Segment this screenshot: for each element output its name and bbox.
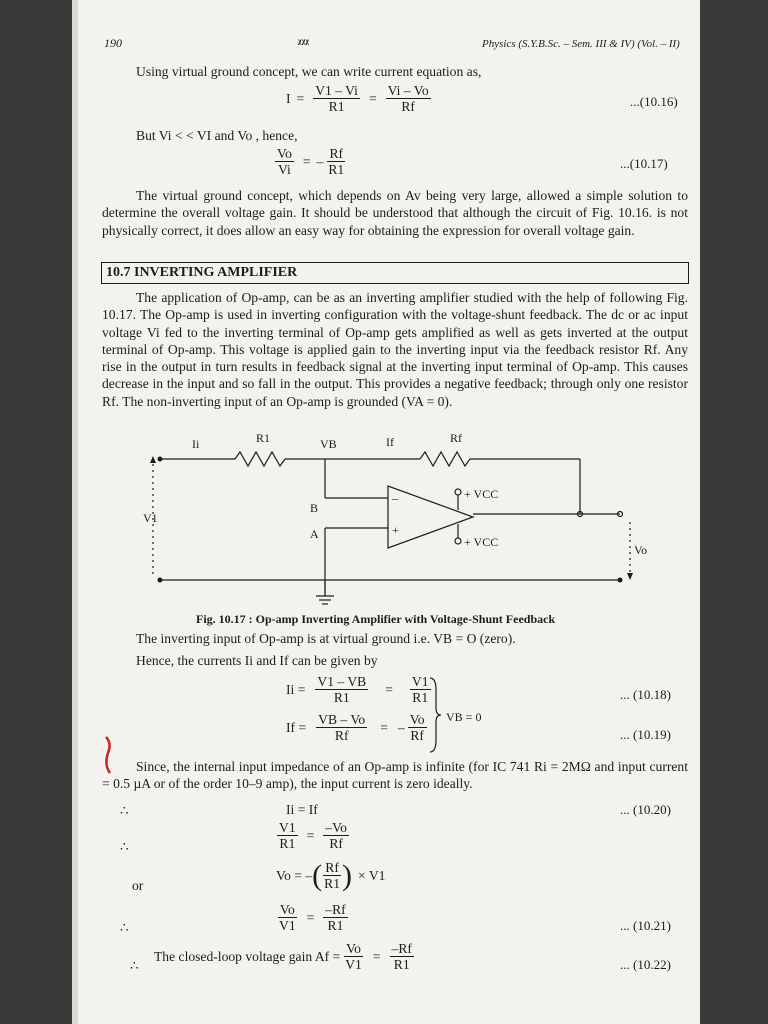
equation-10-20: Ii = If [286,802,318,817]
hence-line: Hence, the currents Ii and If can be given by [136,653,378,668]
label-r1: R1 [256,431,271,445]
therefore-symbol: ∴ [130,958,139,973]
label-vcc-bottom: + VCC [464,535,499,549]
paragraph-impedance: Since, the internal input impedance of an Op-amp is infinite (for IC 741 Ri = 2MΩ and input current = 0.5 µA or of the order 10–9 amp), the input current is zero ideally. [102,759,688,792]
brace [428,676,442,754]
label-if: If [386,435,394,449]
page-number: 190 [104,36,122,50]
fraction: $\frac{V1 - Vi}{R1}$ [315,83,358,114]
section-title: 10.7 INVERTING AMPLIFIER [106,265,298,280]
equation-number: ... (10.22) [620,957,671,972]
label-rf: Rf [450,431,462,445]
equation-10-16: I = $\frac{V1 - Vi}{R1}$ = $\frac{Vi - Vo}{Rf}$ [286,83,429,114]
equation-current-ratio: $\frac{V1}{R1}$ = $\frac{-Vo}{Rf}$ [279,820,347,851]
resistor-rf [420,452,470,466]
equation-10-22: The closed-loop voltage gain Af = $\frac{Vo}{V1}$ = $\frac{-Rf}{R1}$ [154,941,412,972]
label-vo: Vo [634,543,648,557]
running-title: Physics (S.Y.B.Sc. – Sem. III & IV) (Vol. – II) [482,38,680,50]
label-vcc-top: + VCC [464,487,499,501]
eq-lhs: I [286,90,291,106]
equation-10-19: If = $\frac{VB - Vo}{Rf}$ = – $\frac{Vo}{Rf}$ [286,712,425,743]
equation-10-17: $\frac{Vo}{Vi}$ = – $\frac{Rf}{R1}$ [277,146,345,177]
equation-number: ... (10.21) [620,918,671,933]
but-line: But Vi < < VI and Vo , hence, [136,128,298,143]
equation-number: ... (10.19) [620,727,671,742]
label-a: A [310,527,319,541]
circuit-diagram [140,428,648,613]
therefore-symbol: ∴ [120,839,129,854]
equation-vo: Vo = – ( $\frac{Rf}{R1}$ ) × V1 [276,858,386,892]
resistor-r1 [235,452,285,466]
paragraph-inverting-amplifier: The application of Op-amp, can be as an inverting amplifier studied with the help of following Fig. 10.17. The Op-amp is used in inverting configuration with the voltage-shunt feedback. The dc or ac input voltage Vi fed to the inverting terminal of Op-amp gets amplified as well as gets inverted at the output terminal of Op-amp. This voltage is applied gain to the inverting input via the feedback resistor Rf. Any rise in the output in turn results in feedback signal at the inverting input terminal of Op-amp. This causes decrease in the input and so fall in the output. This provides a negative feedback; through only one resistor Rf. The non-inverting input of an Op-amp is grounded (VA = 0). [102,290,688,409]
label-ii: Ii [192,437,200,451]
brace-note: VB = 0 [446,710,482,724]
therefore-symbol: ∴ [120,920,129,935]
fraction: $\frac{Vi - Vo}{Rf}$ [387,83,429,114]
equation-number: ...(10.16) [630,94,678,109]
equation-number: ... (10.20) [620,802,671,817]
label-v1: V1 [143,511,158,525]
figure-caption: Fig. 10.17 : Op-amp Inverting Amplifier with Voltage-Shunt Feedback [196,612,556,626]
equation-10-21: $\frac{Vo}{V1}$ = $\frac{-Rf}{R1}$ [279,902,346,933]
equation-10-18: Ii = $\frac{V1 - VB}{R1}$ = $\frac{V1}{R1}$ [286,674,429,705]
paragraph-virtual-ground: The virtual ground concept, which depends on Av being very large, allowed a simple solution to determine the overall voltage gain. It should be understood that although the circuit of Fig. 10.16. is not physically correct, it does allow an easy way for obtaining the expression for overall voltage gain. [102,188,688,238]
virtual-ground-line: The inverting input of Op-amp is at virtual ground i.e. VB = O (zero). [136,631,516,646]
or-label: or [132,878,144,893]
equation-number: ... (10.18) [620,687,671,702]
label-b: B [310,501,319,515]
publisher-logo: ᵡᵡᵡ [298,35,310,50]
intro-line: Using virtual ground concept, we can write current equation as, [136,64,482,79]
label-plus: + [392,523,399,537]
page-edge [72,0,78,1024]
therefore-symbol: ∴ [120,803,129,818]
equation-number: ...(10.17) [620,156,668,171]
label-vb: VB [320,437,337,451]
label-minus: – [392,491,398,505]
